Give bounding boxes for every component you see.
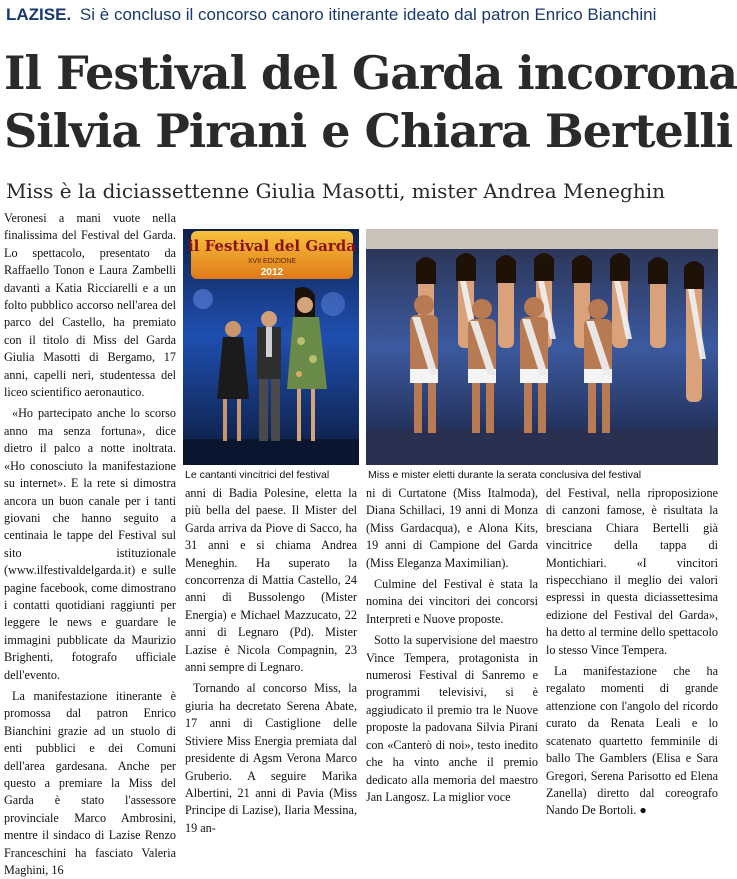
kicker-separator: . [66, 5, 72, 24]
photo-miss-mister-image [366, 229, 718, 465]
headline-line-1: Il Festival del Garda incorona [4, 46, 737, 100]
paragraph: Culmine del Festival è stata la nomina dei vincitori dei concorsi Interpreti e Nuove proposte. [366, 577, 538, 626]
headline [4, 44, 737, 160]
banner-title: il Festival del Garda [187, 237, 357, 255]
caption-miss-mister: Miss e mister eletti durante la serata conclusiva del festival [368, 469, 642, 481]
photo-miss-mister [366, 229, 718, 465]
paragraph: «Ho partecipato anche lo scorso anno ma senza fortuna», dice dietro il palco a notte inoltrata. «Ho conosciuto la manifestazione su internet». E la rete si dimostra ancora un buon canale per i tanti giovani che hanno seguito a centinaia le tappe del Festival sul sito istituzionale (www.ilfestivaldelgarda.it) e sulle pagine facebook, come dimostrano i contatti quotidiani raggiunti per leggere le news e guardare le immagini pubblicate da Maurizio Brighenti, fotografo ufficiale dell'evento. [4, 406, 176, 682]
kicker-place: LAZISE [6, 5, 67, 24]
kicker [6, 2, 718, 28]
paragraph: La manifestazione che ha regalato momenti di grande attenzione con l'angolo del ricordo curato da Renata Leali e lo scatenato quartetto femminile di ballo The Gamblers (Elisa e Sara Gregori, Serena Parisotto ed Elena Zanella) diretto dal coreografo Nando De Bortoli. ● [546, 664, 718, 818]
photo-winners [183, 229, 359, 465]
banner-edition: XVII EDIZIONE [247, 258, 297, 265]
kicker-text: Si è concluso il concorso canoro itinerante ideato dal patron Enrico Bianchini [79, 5, 657, 24]
paragraph: ni di Curtatone (Miss Italmoda), Diana Schillaci, 19 anni di Monza (Miss Gardacqua), e Alona Kits, 19 anni di Campione del Garda (Miss Eleganza Maximilian). [366, 486, 538, 570]
caption-winners: Le cantanti vincitrici del festival [185, 469, 330, 481]
article-column-3 [366, 485, 538, 804]
photo-winners-image [183, 229, 359, 465]
headline-line-2: Silvia Pirani e Chiara Bertelli [4, 104, 733, 158]
paragraph: Tornando al concorso Miss, la giuria ha decretato Serena Abate, 17 anni di Castiglione delle Stiviere Miss Energia premiata dal presidente di Agsm Verona Marco Gruberio. A seguire Marika Albertini, 21 anni di Pavia (Miss Principe di Lazise), Ilaria Messina, 19 an- [185, 681, 357, 835]
banner-year: 2012 [260, 267, 284, 278]
paragraph: Sotto la supervisione del maestro Vince Tempera, protagonista in numerosi Festival di Sanremo e programmi televisivi, si è aggiudicato il premio tra le Nuove proposte la padovana Silvia Pirani con «Canterò di noi», testo inedito che ha vinto anche il premio dedicato alla memoria del maestro Jan Langosz. La miglior voce [366, 633, 538, 804]
paragraph: Veronesi a mani vuote nella finalissima del Festival del Garda. Lo spettacolo, presentato da Raffaello Tonon e Laura Zambelli davanti a Katia Ricciarelli e a un folto pubblico accorso nell'area del parco del Castello, ha premiato con il titolo di Miss del Garda Giulia Masotti di Bergamo, 17 anni, capelli neri, studentessa del liceo scientifico aeronautico. [4, 211, 176, 400]
paragraph: del Festival, nella riproposizione di canzoni famose, è risultata la bresciana Chiara Bertelli già vincitrice della tappa di Montichiari. «I vincitori rispecchiano il meglio dei valori espressi in questa diciassettesima edizione del Festival del Garda», ha detto al termine dello spettacolo lo stesso Vince Tempera. [546, 486, 718, 657]
article-column-4 [546, 485, 718, 818]
paragraph: La manifestazione itinerante è promossa dal patron Enrico Bianchini grazie ad un stuolo di enti pubblici e dei Comuni dell'area gardesana. Anche per questo a premiare la Miss del Garda è stato l'assessore provinciale Marco Ambrosini, mentre il sindaco di Lazise Renzo Franceschini ha fasciato Valeria Maghini, 16 [4, 688, 176, 878]
subheadline: Miss è la diciassettenne Giulia Masotti, mister Andrea Meneghin [6, 179, 666, 203]
article-column-1 [4, 210, 176, 878]
paragraph: anni di Badia Polesine, eletta la più bella del paese. Il Mister del Garda arriva da Piove di Sacco, ha 31 anni e si chiama Andrea Meneghin. Ha superato la concorrenza di Mattia Castello, 24 anni di Bussolengo (Mister Energia) e Michael Mazzucato, 22 anni di Legnaro (Pd). Mister Lazise è Nicola Compagnin, 23 anni sempre di Legnaro. [185, 486, 357, 675]
article-column-2 [185, 485, 357, 835]
